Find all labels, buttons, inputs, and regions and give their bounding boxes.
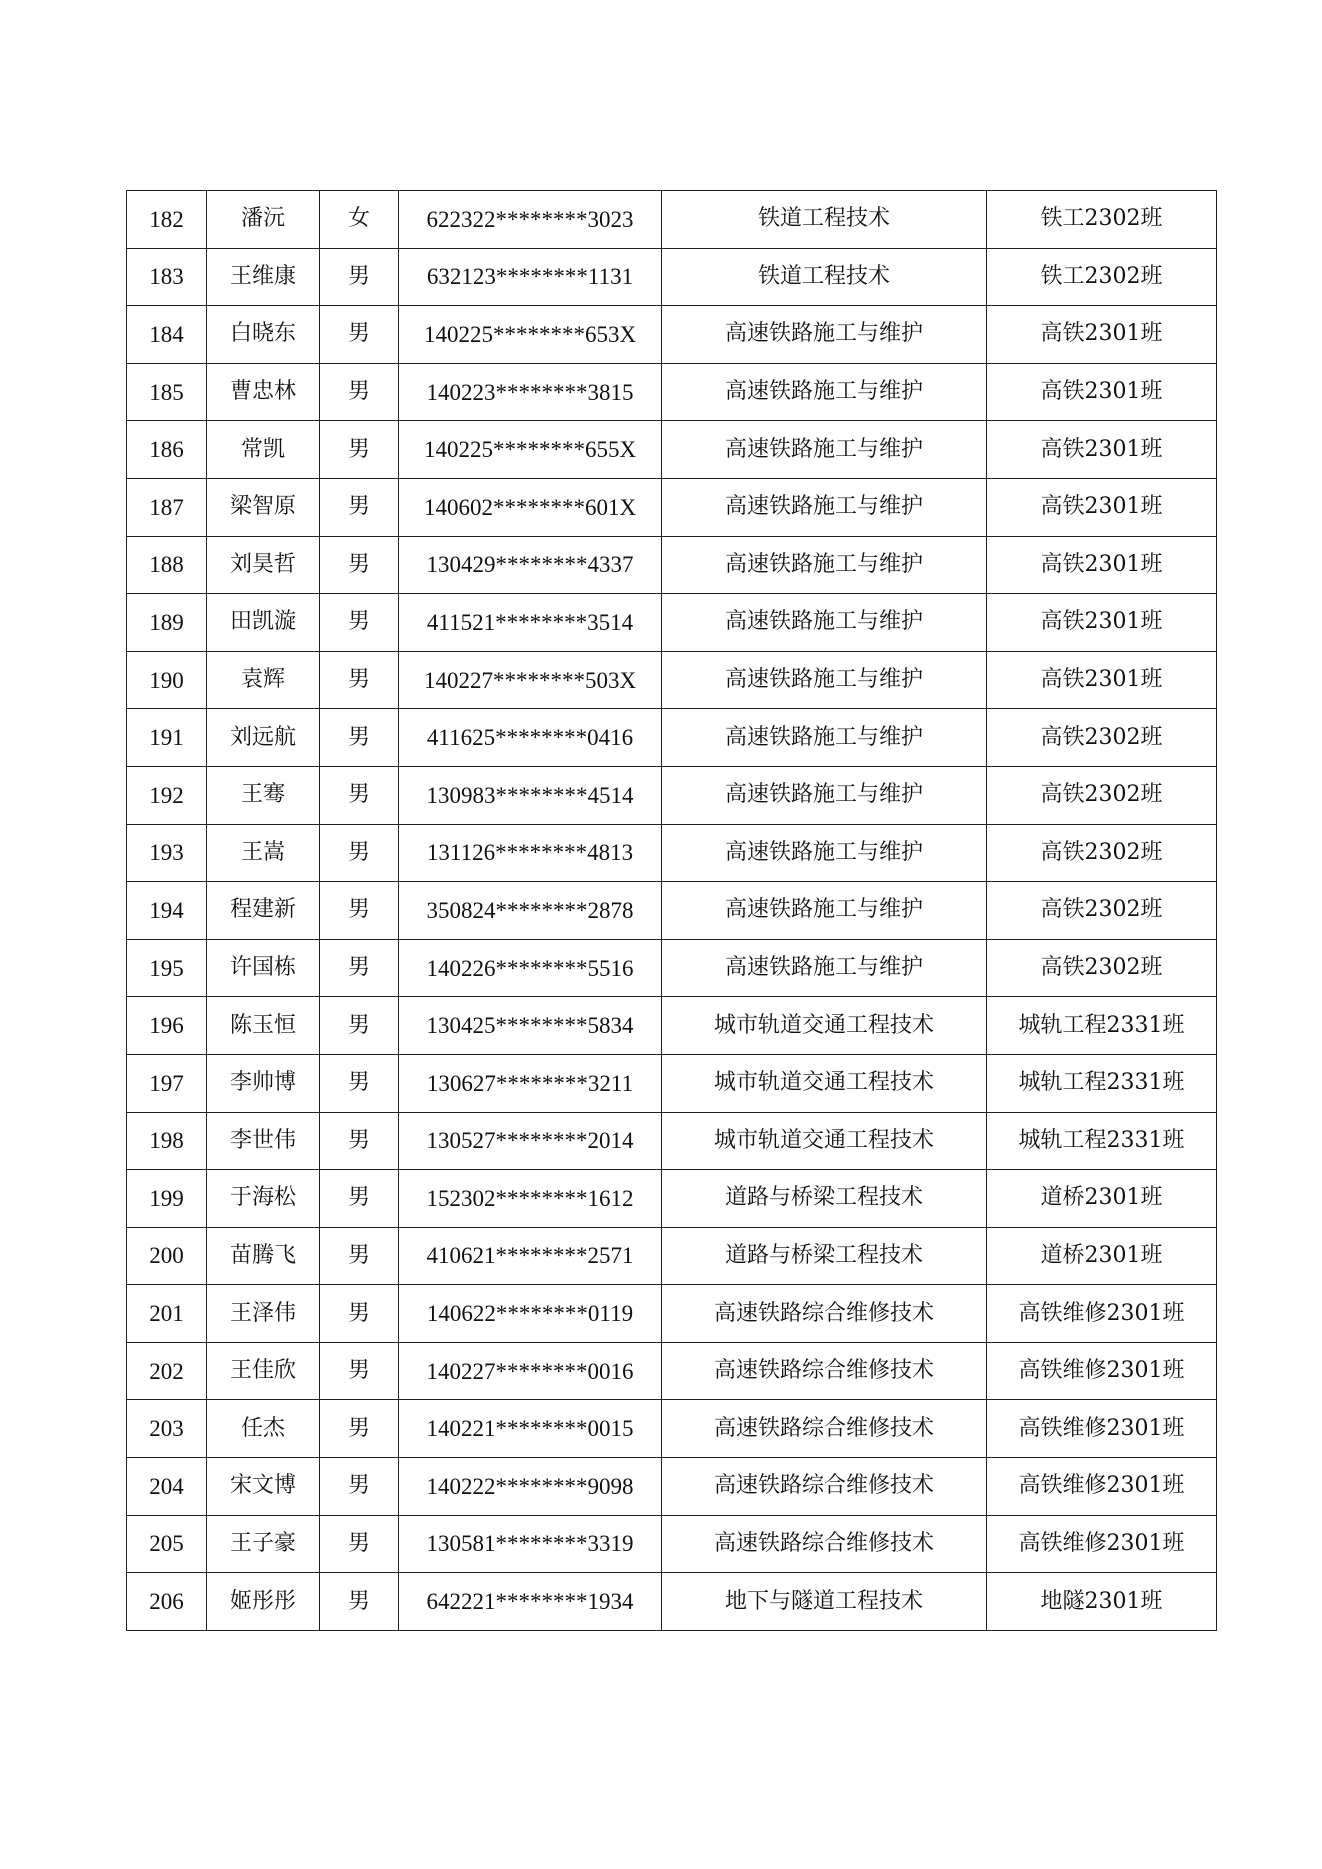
major-cell: 高速铁路综合维修技术 (662, 1458, 987, 1516)
table-row (127, 939, 1217, 997)
gender-cell: 男 (320, 1515, 399, 1573)
major-cell: 高速铁路综合维修技术 (662, 1285, 987, 1343)
major-cell: 高速铁路综合维修技术 (662, 1515, 987, 1573)
table-row (127, 594, 1217, 652)
row-number-cell: 203 (127, 1400, 207, 1458)
gender-cell: 男 (320, 536, 399, 594)
gender-cell: 男 (320, 824, 399, 882)
class-name-cell: 高铁2301班 (987, 363, 1217, 421)
table-row (127, 709, 1217, 767)
table-row (127, 306, 1217, 364)
student-name-cell: 许国栋 (207, 939, 320, 997)
student-name-cell: 常凯 (207, 421, 320, 479)
table-row (127, 1400, 1217, 1458)
table-row (127, 536, 1217, 594)
id-number-cell: 140222********9098 (399, 1458, 662, 1516)
class-name-cell: 铁工2302班 (987, 191, 1217, 249)
row-number-cell: 196 (127, 997, 207, 1055)
gender-cell: 男 (320, 997, 399, 1055)
id-number-cell: 410621********2571 (399, 1227, 662, 1285)
class-name-cell: 高铁2301班 (987, 421, 1217, 479)
id-number-cell: 622322********3023 (399, 191, 662, 249)
class-name-cell: 高铁2302班 (987, 824, 1217, 882)
student-name-cell: 任杰 (207, 1400, 320, 1458)
roster-body (127, 191, 1217, 1631)
table-row (127, 1285, 1217, 1343)
gender-cell: 男 (320, 363, 399, 421)
table-row (127, 363, 1217, 421)
table-row (127, 1227, 1217, 1285)
class-name-cell: 高铁2302班 (987, 709, 1217, 767)
class-name-cell: 高铁维修2301班 (987, 1515, 1217, 1573)
gender-cell: 男 (320, 1400, 399, 1458)
id-number-cell: 130581********3319 (399, 1515, 662, 1573)
major-cell: 城市轨道交通工程技术 (662, 997, 987, 1055)
class-name-cell: 城轨工程2331班 (987, 1054, 1217, 1112)
row-number-cell: 192 (127, 766, 207, 824)
row-number-cell: 195 (127, 939, 207, 997)
student-name-cell: 田凯漩 (207, 594, 320, 652)
major-cell: 高速铁路综合维修技术 (662, 1342, 987, 1400)
major-cell: 高速铁路施工与维护 (662, 651, 987, 709)
id-number-cell: 350824********2878 (399, 882, 662, 940)
gender-cell: 男 (320, 421, 399, 479)
gender-cell: 男 (320, 939, 399, 997)
student-name-cell: 王子豪 (207, 1515, 320, 1573)
id-number-cell: 130527********2014 (399, 1112, 662, 1170)
major-cell: 高速铁路施工与维护 (662, 594, 987, 652)
id-number-cell: 140223********3815 (399, 363, 662, 421)
id-number-cell: 140227********0016 (399, 1342, 662, 1400)
id-number-cell: 411625********0416 (399, 709, 662, 767)
id-number-cell: 130983********4514 (399, 766, 662, 824)
class-name-cell: 高铁2301班 (987, 478, 1217, 536)
row-number-cell: 182 (127, 191, 207, 249)
student-name-cell: 程建新 (207, 882, 320, 940)
major-cell: 高速铁路施工与维护 (662, 766, 987, 824)
student-name-cell: 白晓东 (207, 306, 320, 364)
class-name-cell: 高铁2302班 (987, 939, 1217, 997)
class-name-cell: 道桥2301班 (987, 1170, 1217, 1228)
row-number-cell: 193 (127, 824, 207, 882)
class-name-cell: 高铁维修2301班 (987, 1342, 1217, 1400)
major-cell: 城市轨道交通工程技术 (662, 1112, 987, 1170)
student-name-cell: 王骞 (207, 766, 320, 824)
student-name-cell: 刘远航 (207, 709, 320, 767)
row-number-cell: 184 (127, 306, 207, 364)
student-name-cell: 李帅博 (207, 1054, 320, 1112)
class-name-cell: 高铁维修2301班 (987, 1458, 1217, 1516)
gender-cell: 男 (320, 1458, 399, 1516)
gender-cell: 男 (320, 1054, 399, 1112)
gender-cell: 男 (320, 1112, 399, 1170)
class-name-cell: 高铁2301班 (987, 594, 1217, 652)
table-row (127, 1054, 1217, 1112)
row-number-cell: 189 (127, 594, 207, 652)
row-number-cell: 191 (127, 709, 207, 767)
row-number-cell: 197 (127, 1054, 207, 1112)
class-name-cell: 地隧2301班 (987, 1573, 1217, 1631)
row-number-cell: 187 (127, 478, 207, 536)
row-number-cell: 199 (127, 1170, 207, 1228)
table-row (127, 824, 1217, 882)
major-cell: 高速铁路综合维修技术 (662, 1400, 987, 1458)
row-number-cell: 202 (127, 1342, 207, 1400)
id-number-cell: 130627********3211 (399, 1054, 662, 1112)
student-name-cell: 陈玉恒 (207, 997, 320, 1055)
class-name-cell: 高铁维修2301班 (987, 1400, 1217, 1458)
row-number-cell: 183 (127, 248, 207, 306)
table-row (127, 1170, 1217, 1228)
gender-cell: 男 (320, 1342, 399, 1400)
id-number-cell: 130429********4337 (399, 536, 662, 594)
id-number-cell: 411521********3514 (399, 594, 662, 652)
table-row (127, 882, 1217, 940)
major-cell: 道路与桥梁工程技术 (662, 1170, 987, 1228)
student-name-cell: 梁智原 (207, 478, 320, 536)
gender-cell: 男 (320, 709, 399, 767)
table-row (127, 478, 1217, 536)
table-row (127, 191, 1217, 249)
student-name-cell: 王嵩 (207, 824, 320, 882)
major-cell: 地下与隧道工程技术 (662, 1573, 987, 1631)
table-row (127, 421, 1217, 479)
major-cell: 铁道工程技术 (662, 248, 987, 306)
row-number-cell: 185 (127, 363, 207, 421)
major-cell: 铁道工程技术 (662, 191, 987, 249)
table-row (127, 1515, 1217, 1573)
class-name-cell: 高铁维修2301班 (987, 1285, 1217, 1343)
major-cell: 高速铁路施工与维护 (662, 882, 987, 940)
id-number-cell: 140227********503X (399, 651, 662, 709)
student-name-cell: 潘沅 (207, 191, 320, 249)
id-number-cell: 131126********4813 (399, 824, 662, 882)
row-number-cell: 198 (127, 1112, 207, 1170)
id-number-cell: 140221********0015 (399, 1400, 662, 1458)
major-cell: 高速铁路施工与维护 (662, 709, 987, 767)
row-number-cell: 194 (127, 882, 207, 940)
student-name-cell: 王佳欣 (207, 1342, 320, 1400)
major-cell: 城市轨道交通工程技术 (662, 1054, 987, 1112)
gender-cell: 男 (320, 1573, 399, 1631)
class-name-cell: 城轨工程2331班 (987, 997, 1217, 1055)
id-number-cell: 632123********1131 (399, 248, 662, 306)
table-row (127, 1573, 1217, 1631)
student-name-cell: 刘昊哲 (207, 536, 320, 594)
id-number-cell: 140225********653X (399, 306, 662, 364)
gender-cell: 女 (320, 191, 399, 249)
id-number-cell: 140602********601X (399, 478, 662, 536)
class-name-cell: 铁工2302班 (987, 248, 1217, 306)
class-name-cell: 高铁2301班 (987, 536, 1217, 594)
student-name-cell: 袁辉 (207, 651, 320, 709)
gender-cell: 男 (320, 478, 399, 536)
class-name-cell: 高铁2302班 (987, 766, 1217, 824)
gender-cell: 男 (320, 248, 399, 306)
student-name-cell: 于海松 (207, 1170, 320, 1228)
class-name-cell: 高铁2301班 (987, 651, 1217, 709)
row-number-cell: 186 (127, 421, 207, 479)
student-name-cell: 王泽伟 (207, 1285, 320, 1343)
row-number-cell: 188 (127, 536, 207, 594)
gender-cell: 男 (320, 651, 399, 709)
gender-cell: 男 (320, 1227, 399, 1285)
major-cell: 高速铁路施工与维护 (662, 363, 987, 421)
student-name-cell: 王维康 (207, 248, 320, 306)
id-number-cell: 130425********5834 (399, 997, 662, 1055)
student-name-cell: 姬彤彤 (207, 1573, 320, 1631)
row-number-cell: 205 (127, 1515, 207, 1573)
table-row (127, 1342, 1217, 1400)
class-name-cell: 道桥2301班 (987, 1227, 1217, 1285)
student-name-cell: 苗腾飞 (207, 1227, 320, 1285)
row-number-cell: 200 (127, 1227, 207, 1285)
major-cell: 高速铁路施工与维护 (662, 306, 987, 364)
major-cell: 高速铁路施工与维护 (662, 939, 987, 997)
student-name-cell: 李世伟 (207, 1112, 320, 1170)
gender-cell: 男 (320, 594, 399, 652)
major-cell: 高速铁路施工与维护 (662, 536, 987, 594)
table-row (127, 1112, 1217, 1170)
table-row (127, 1458, 1217, 1516)
gender-cell: 男 (320, 882, 399, 940)
table-row (127, 651, 1217, 709)
row-number-cell: 190 (127, 651, 207, 709)
id-number-cell: 140622********0119 (399, 1285, 662, 1343)
id-number-cell: 140225********655X (399, 421, 662, 479)
id-number-cell: 140226********5516 (399, 939, 662, 997)
row-number-cell: 206 (127, 1573, 207, 1631)
gender-cell: 男 (320, 1285, 399, 1343)
row-number-cell: 204 (127, 1458, 207, 1516)
student-roster-table (126, 190, 1217, 1631)
gender-cell: 男 (320, 306, 399, 364)
gender-cell: 男 (320, 1170, 399, 1228)
gender-cell: 男 (320, 766, 399, 824)
student-name-cell: 宋文博 (207, 1458, 320, 1516)
student-name-cell: 曹忠林 (207, 363, 320, 421)
id-number-cell: 642221********1934 (399, 1573, 662, 1631)
table-row (127, 766, 1217, 824)
major-cell: 高速铁路施工与维护 (662, 421, 987, 479)
class-name-cell: 高铁2302班 (987, 882, 1217, 940)
major-cell: 高速铁路施工与维护 (662, 824, 987, 882)
table-row (127, 997, 1217, 1055)
table-row (127, 248, 1217, 306)
major-cell: 高速铁路施工与维护 (662, 478, 987, 536)
major-cell: 道路与桥梁工程技术 (662, 1227, 987, 1285)
id-number-cell: 152302********1612 (399, 1170, 662, 1228)
class-name-cell: 高铁2301班 (987, 306, 1217, 364)
row-number-cell: 201 (127, 1285, 207, 1343)
class-name-cell: 城轨工程2331班 (987, 1112, 1217, 1170)
